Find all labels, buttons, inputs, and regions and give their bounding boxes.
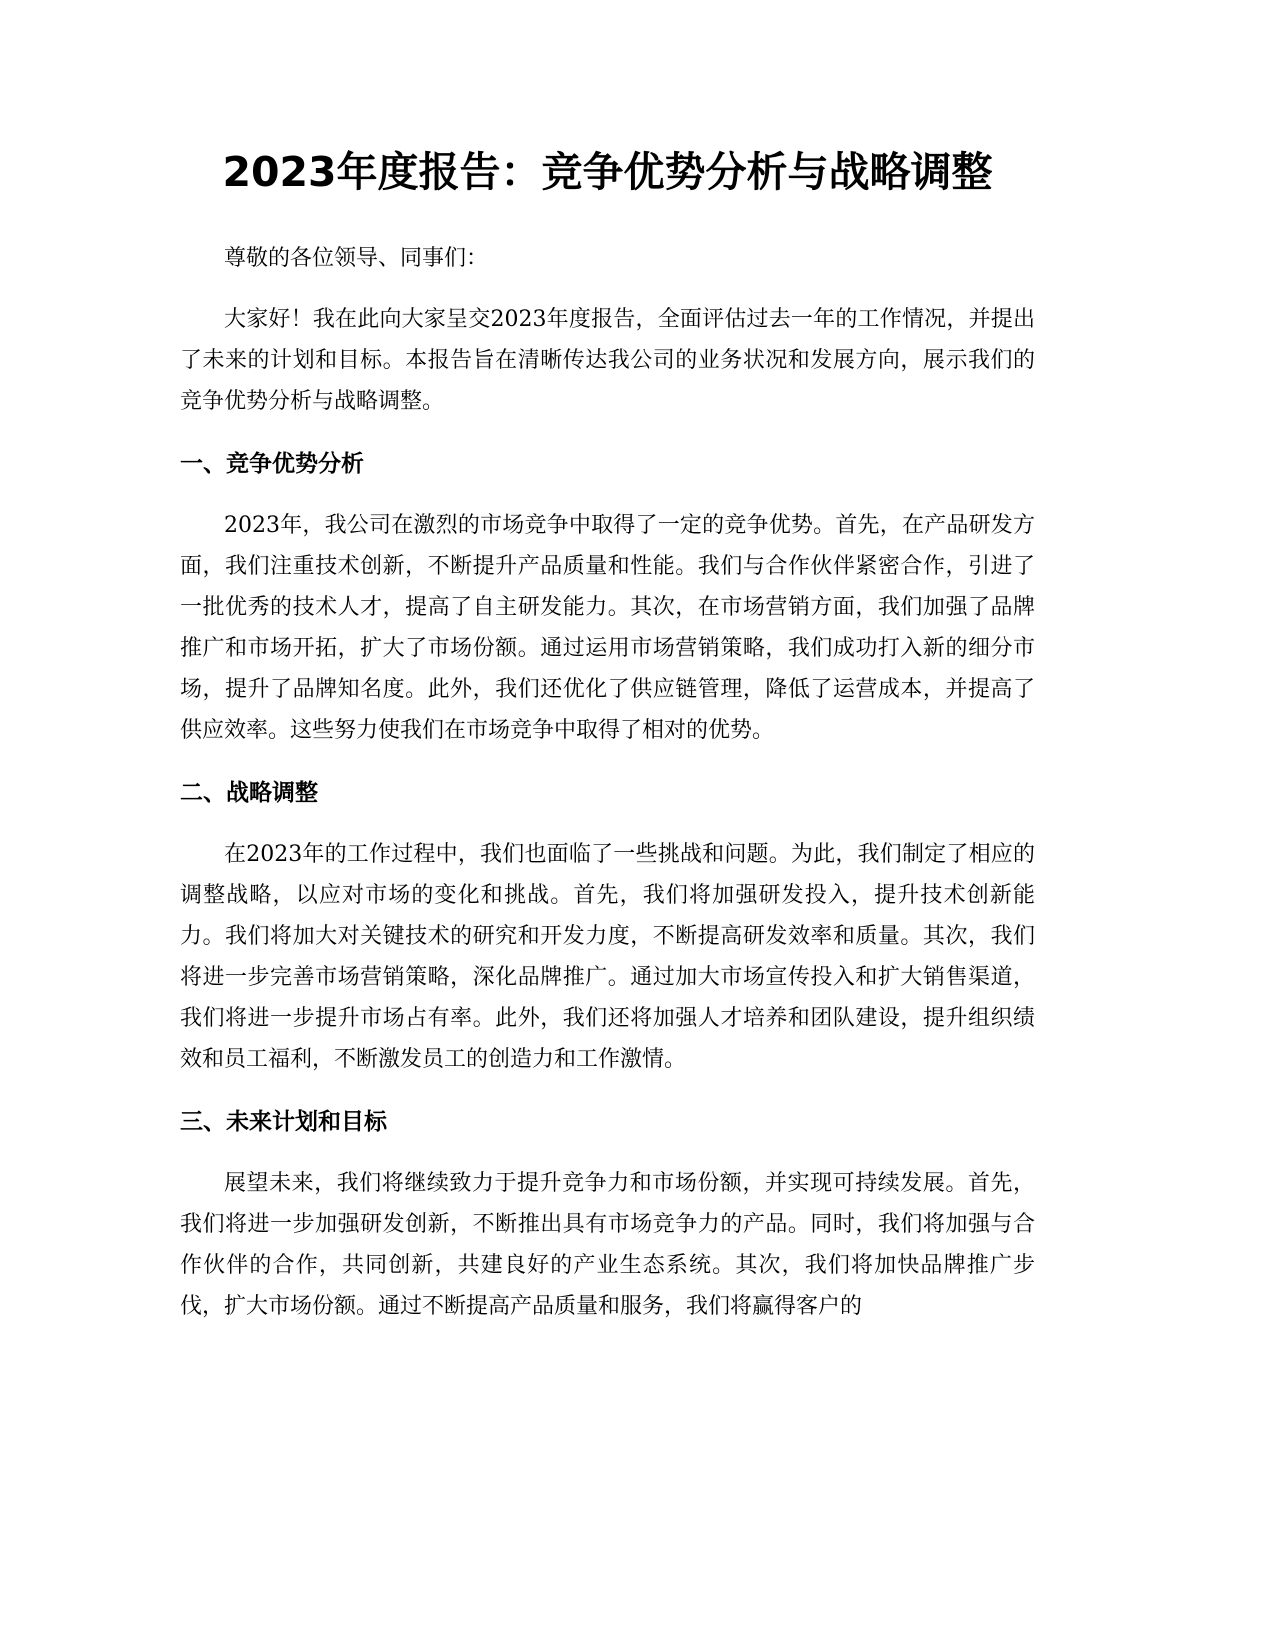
section-heading-strategy-adjustment: 二、战略调整 <box>180 780 318 806</box>
section-body-competitive-advantage: 2023年，我公司在激烈的市场竞争中取得了一定的竞争优势。首先，在产品研发方面，我们注重技术创新，不断提升产品质量和性能。我们与合作伙伴紧密合作，引进了一批优秀的技术人才，提高了自主研发能力。其次，在市场营销方面，我们加强了品牌推广和市场开拓，扩大了市场份额。通过运用市场营销策略，我们成功打入新的细分市场，提升了品牌知名度。此外，我们还优化了供应链管理，降低了运营成本，并提高了供应效率。这些努力使我们在市场竞争中取得了相对的优势。 <box>180 513 1035 743</box>
salutation: 尊敬的各位领导、同事们： <box>224 246 489 271</box>
document-title: 2023年度报告：竞争优势分析与战略调整 <box>222 148 993 196</box>
section-body-future-plans: 展望未来，我们将继续致力于提升竞争力和市场份额，并实现可持续发展。首先，我们将进一步加强研发创新，不断推出具有市场竞争力的产品。同时，我们将加强与合作伙伴的合作，共同创新，共建良好的产业生态系统。其次，我们将加快品牌推广步伐，扩大市场份额。通过不断提高产品质量和服务，我们将赢得客户的 <box>180 1171 1035 1319</box>
section-body-strategy-adjustment: 在2023年的工作过程中，我们也面临了一些挑战和问题。为此，我们制定了相应的调整战略，以应对市场的变化和挑战。首先，我们将加强研发投入，提升技术创新能力。我们将加大对关键技术的研究和开发力度，不断提高研发效率和质量。其次，我们将进一步完善市场营销策略，深化品牌推广。通过加大市场宣传投入和扩大销售渠道，我们将进一步提升市场占有率。此外，我们还将加强人才培养和团队建设，提升组织绩效和员工福利，不断激发员工的创造力和工作激情。 <box>180 842 1035 1072</box>
intro-paragraph: 大家好！我在此向大家呈交2023年度报告，全面评估过去一年的工作情况，并提出了未来的计划和目标。本报告旨在清晰传达我公司的业务状况和发展方向，展示我们的竞争优势分析与战略调整。 <box>180 307 1035 414</box>
section-heading-future-plans: 三、未来计划和目标 <box>180 1109 387 1135</box>
document-content <box>180 140 1035 1327</box>
section-heading-competitive-advantage: 一、竞争优势分析 <box>180 451 364 477</box>
